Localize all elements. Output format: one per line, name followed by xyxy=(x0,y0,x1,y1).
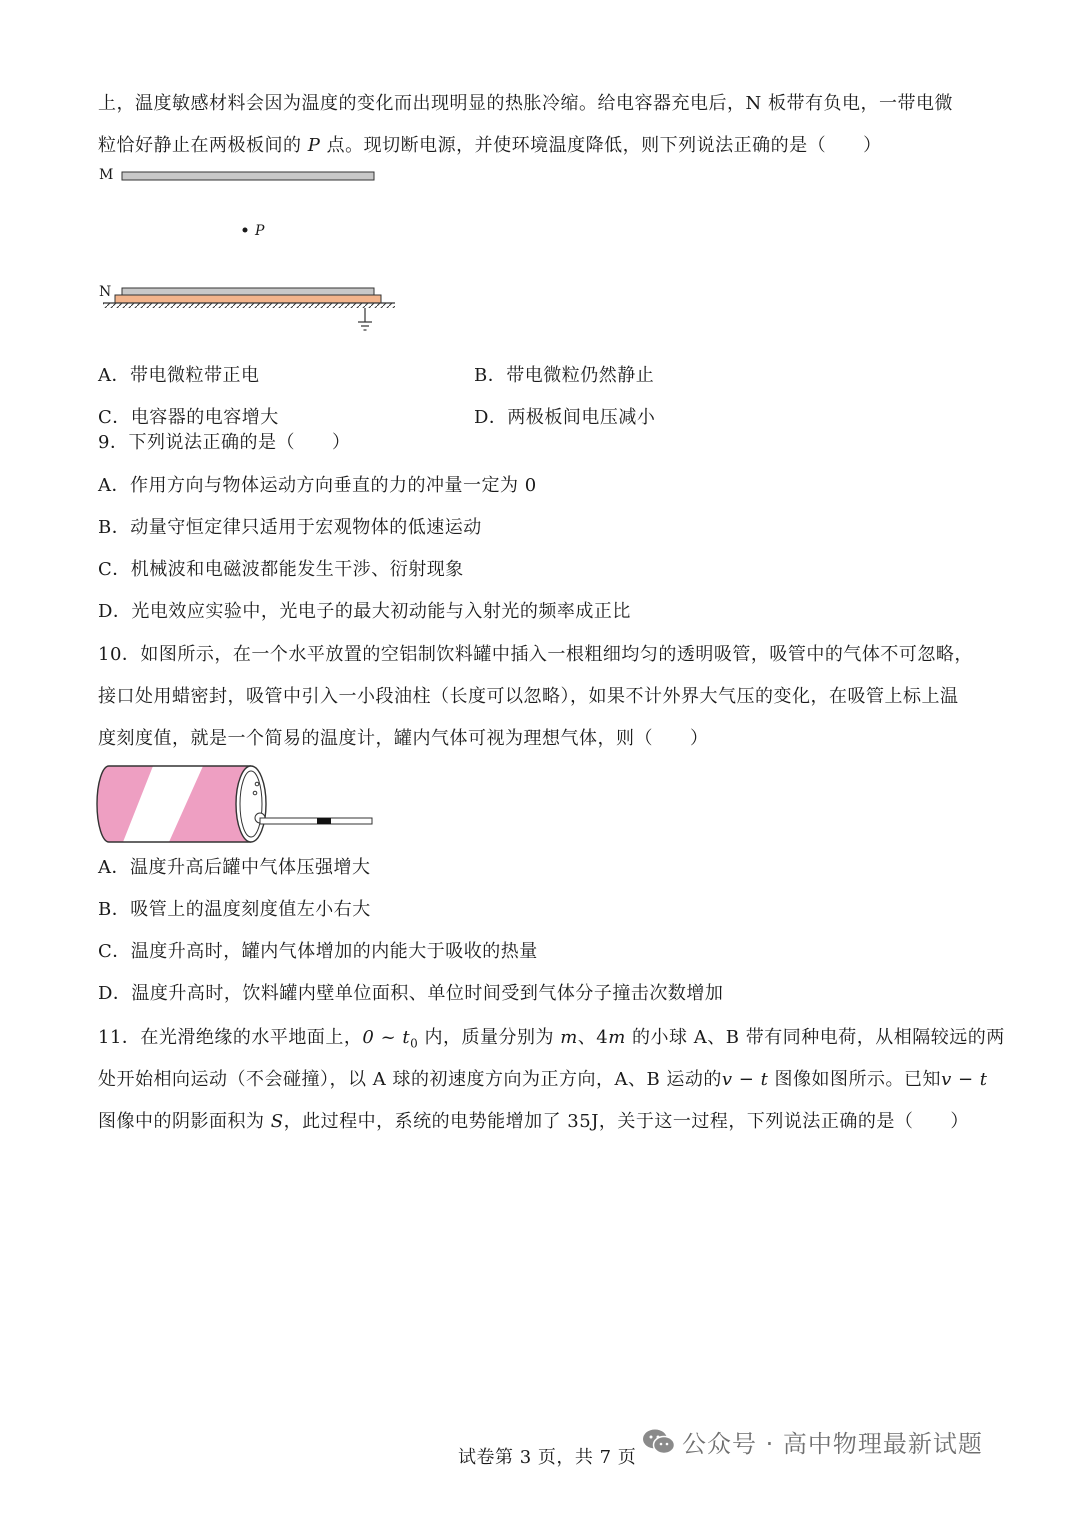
q11-area-symbol: S xyxy=(270,1111,284,1132)
q11-text: 处开始相向运动（不会碰撞），以 A 球的初速度方向为正方向，A、B 运动的 xyxy=(98,1069,722,1090)
point-p-label: P xyxy=(255,223,265,239)
q11-stem-line-3 xyxy=(98,1110,969,1134)
q9-stem: 9．下列说法正确的是（ ） xyxy=(98,432,351,453)
q8-point-p: P xyxy=(307,135,321,156)
q9-option-c: C．机械波和电磁波都能发生干涉、衍射现象 xyxy=(98,559,464,580)
q8-option-c: C．电容器的电容增大 xyxy=(98,407,279,428)
q11-text: 的小球 A、B 带有同种电荷，从相隔较远的两 xyxy=(625,1027,1005,1048)
ground-symbol xyxy=(358,308,372,330)
can-thermometer-figure xyxy=(95,760,380,848)
q11-mass-symbol: m xyxy=(560,1027,578,1048)
q11-text: ，此过程中，系统的电势能增加了 35J，关于这一过程，下列说法正确的是（ ） xyxy=(283,1111,969,1132)
plate-m xyxy=(122,172,374,180)
q8-stem-line-2 xyxy=(98,134,882,158)
oil-column xyxy=(317,818,331,824)
q10-option-c: C．温度升高时，罐内气体增加的内能大于吸收的热量 xyxy=(98,941,538,962)
q11-stem-line-1 xyxy=(98,1026,1005,1056)
q8-option-a: A．带电微粒带正电 xyxy=(98,365,260,386)
wechat-watermark xyxy=(642,1424,983,1459)
q8-stem-text-a: 粒恰好静止在两极板间的 xyxy=(98,135,308,156)
q11-time-subscript: 0 xyxy=(410,1036,419,1051)
q11-text: 图像中的阴影面积为 xyxy=(98,1111,271,1132)
plate-n-label: N xyxy=(99,284,112,300)
q8-option-b: B．带电微粒仍然静止 xyxy=(474,365,655,386)
q10-stem-line-3: 度刻度值，就是一个简易的温度计，罐内气体可视为理想气体，则（ ） xyxy=(98,728,709,749)
q9-option-a: A．作用方向与物体运动方向垂直的力的冲量一定为 0 xyxy=(98,475,537,496)
q11-text: 、4 xyxy=(577,1027,609,1048)
temperature-sensitive-material xyxy=(115,295,381,303)
q11-vt-symbol: v − t xyxy=(941,1069,988,1090)
q11-time-range: 0 ~ t xyxy=(362,1027,411,1048)
q9-option-d: D．光电效应实验中，光电子的最大初动能与入射光的频率成正比 xyxy=(98,601,631,622)
ground-hatching xyxy=(103,303,395,308)
q11-stem-line-2 xyxy=(98,1068,988,1092)
wechat-icon xyxy=(642,1428,676,1456)
capacitor-figure xyxy=(95,162,405,340)
q10-option-a: A．温度升高后罐中气体压强增大 xyxy=(98,857,371,878)
watermark-text: 公众号 · 高中物理最新试题 xyxy=(682,1430,983,1458)
plate-m-label: M xyxy=(99,167,114,183)
plate-n xyxy=(122,288,374,295)
q11-mass-symbol: m xyxy=(608,1027,626,1048)
q11-text: 内，质量分别为 xyxy=(418,1027,561,1048)
q8-stem-text-b: 点。现切断电源，并使环境温度降低，则下列说法正确的是（ ） xyxy=(320,135,882,156)
page-footer: 试卷第 3 页，共 7 页 xyxy=(458,1447,637,1468)
straw-tube xyxy=(260,818,372,824)
q10-stem-line-2: 接口处用蜡密封，吸管中引入一小段油柱（长度可以忽略），如果不计外界大气压的变化，在吸管上标上温 xyxy=(98,686,959,707)
q11-vt-symbol: v − t xyxy=(721,1069,769,1090)
q10-option-b: B．吸管上的温度刻度值左小右大 xyxy=(98,899,371,920)
q8-option-d: D．两极板间电压减小 xyxy=(474,407,656,428)
point-p-dot xyxy=(243,228,248,233)
q11-text: 11．在光滑绝缘的水平地面上， xyxy=(98,1027,363,1048)
q10-option-d: D．温度升高时，饮料罐内壁单位面积、单位时间受到气体分子撞击次数增加 xyxy=(98,983,724,1004)
q8-stem-line-1: 上，温度敏感材料会因为温度的变化而出现明显的热胀冷缩。给电容器充电后，N 板带有负电，一带电微 xyxy=(98,93,953,114)
q11-text: 图像如图所示。已知 xyxy=(768,1069,942,1090)
q10-stem-line-1: 10．如图所示，在一个水平放置的空铝制饮料罐中插入一根粗细均匀的透明吸管，吸管中的气体不可忽略， xyxy=(98,644,973,665)
q9-option-b: B．动量守恒定律只适用于宏观物体的低速运动 xyxy=(98,517,482,538)
can-body xyxy=(95,760,255,848)
